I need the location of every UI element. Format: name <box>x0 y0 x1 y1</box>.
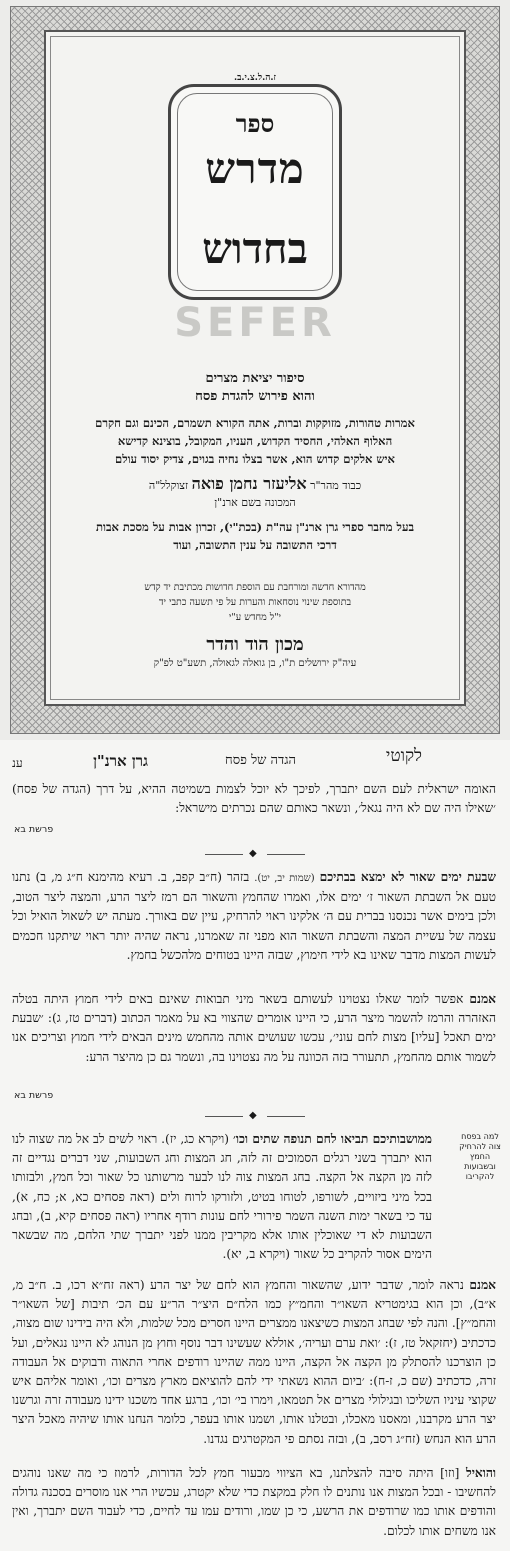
running-head-likkutei: לקוטי <box>385 746 422 766</box>
paragraph-3-text: אפשר לומר שאלו נצטוינו לעשותם בשאר מיני תבואות שאינם באים לידי חמוץ היתה בטלה האזהרה והרמז להשמר מיצר הרע, כי היינו אומרים שהצווי בא על מאמר הכתוב (דברים טז, ג): ׳שבעת ימים תאכל [עליו] מצות לחם עוני׳, עכשו שעושים אותה מהחמש מינים הבאים לידי חמוץ וצריכים אנו לשמור אותם מהחמץ, תתעורר בזה הכוונה על מה נצטוינו בה, ונשמר גם כן מהיצר הרע: <box>12 992 496 1064</box>
running-head-haggadah: הגדה של פסח <box>225 753 296 768</box>
works-line-2: דרכי התשובה על ענין התשובה, ועוד <box>173 538 337 552</box>
edition-line-3: י"ל מחדש ע"י <box>228 612 282 623</box>
author-prefix: כבוד מהר"ר <box>310 479 362 492</box>
subtitle-2: והוא פירוש להגדת פסח <box>195 389 315 404</box>
paragraph-1 <box>12 780 496 818</box>
title-sefer: ספר <box>235 109 275 138</box>
publisher-name: מכון הוד והדר <box>206 634 304 655</box>
subtitle-1: סיפור יציאת מצרים <box>205 371 305 386</box>
edition-line-2: בתוספת שינוי נוסחאות והערות על פי תשעה כתבי יד <box>158 597 352 608</box>
text-page <box>0 740 510 1551</box>
known-as: המכונה בשם ארנ"ן <box>214 496 296 509</box>
section-divider-2: ◆ <box>205 1110 305 1122</box>
praise-line-3: איש אלקים קדוש הוא, אשר בצלו נחיה בגוים, צדיק יסוד עולם <box>115 452 395 466</box>
praise-line-1: אמרות טהורות, מזוקקות וברות, אתה הקורא תשמרם, הכינם וגם חקרם <box>95 416 415 430</box>
page-number: ענ <box>12 756 23 770</box>
side-note: למה בפסח צוה להרחיק החמץ ובשבועות להקריבו <box>459 1132 501 1181</box>
paragraph-6-lead: והואיל <box>466 1466 497 1480</box>
edition-line-1: מהדורא חדשה ומורחבת עם הוספת חדושות מכתיבת יד קדש <box>144 582 366 593</box>
paragraph-3-lead: אמנם <box>469 992 497 1006</box>
paragraph-4-lead: ממושבותיכם תביאו לחם תנופה שתים וכו׳ <box>233 1132 433 1146</box>
paragraph-5-lead: אמנם <box>469 1278 496 1292</box>
book-title-line-2: בחדוש <box>202 224 308 273</box>
source-note-2: פרשת בא <box>14 1090 54 1101</box>
publication-place: עיה"ק ירושלים ת"ו, בן גואלה לגאולה, תשע"ט לפ"ק <box>153 658 357 669</box>
section-divider-1: ◆ <box>205 848 305 860</box>
title-cartouche <box>168 84 342 300</box>
paragraph-6-text: [וזו] היתה סיבה להצלתנו, בא הציווי מבעור חמץ לכל הדורות, לרמוז כי מה שאנו נוהגים להחשיבו - ובכל המצות אנו נותנים לו חלק במקצת כדי שלא יקטרג, עכשיו הרי אנו מוסרים בסכנה גדולה והודפים אותו כמו שרודפים את הרשע, כי כן שמו, ורודים עמו עד לחיים, כדי לעבוד השם יתברך, ואין אנו משחים אותו לכלום. <box>12 1466 496 1538</box>
paragraph-2-text: בזהר (ח״ב קפב, ב. רעיא מהימנא ח״ג מ, ב) נתנו טעם אל השבתת השאור ז׳ ימים אלו, ואמרו שהחמץ והשאור הם רמז ליצר הרע, והמצה ליצר הטוב, ולכן בימים אשר נכנסנו בברית עם ה׳ אלקינו ראוי להרחיק, עיין שם באורך. מעתה יש לשאול הואיל וכל עצמה של עשיית המצה והשבתת השאור הוא מפני זה שאמרנו, נראה שהיה יותר ראוי שיתקנו חכמים לעשות המצות מדבר שאינו בא לידי חימוץ, שבזה היינו בטוחים מלהכשל בחמץ. <box>12 870 496 962</box>
paragraph-5 <box>12 1276 496 1449</box>
abbrev-line-1: ז.ה.ל.צ.י.ב. <box>233 73 277 83</box>
paragraph-6 <box>12 1464 496 1541</box>
paragraph-2-ref: (שמות יב, יט). <box>254 873 315 884</box>
author-line <box>60 474 450 494</box>
praise-line-2: האלוף האלהי, החסיד הקדוש, העניו, המקובל, בוצינא קדישא <box>117 434 393 448</box>
paragraph-3 <box>12 990 496 1067</box>
paragraph-2-lead: שבעת ימים שאור לא ימצא בבתיכם <box>319 870 496 884</box>
running-head-garin: גרן ארנ"ן <box>93 752 148 770</box>
paragraph-5-text: נראה לומר, שדבר ידוע, שהשאור והחמץ הוא לחם של יצר הרע (ראה זח״א רכו, ב. ח״ב מ, א״ב), וכן הוא בגימטריא השאו״ר והחמ״ץ כמו הלח״ם היצ״ר הר״ע עם הכ׳ תיבות [של השאו״ר והחמ״ץ]. והנה לפי שבחג המצות כשיצאנו ממצרים היינו חסרים מכל שלמות, ולא היה בידינו שום מצוה, כדכתיב (יחזקאל טז, ז): ׳ואת ערם ועריה׳, אוללא שעשינו דבר נוסף וחוץ מן הנוהג לא היינו נגאלים, ועל כן הוצרכנו להסתלק מן הקצה אל הקצה, היינו ממה שהיינו רודפים אחרי התאוה ודבוקים אל העבודה זרה, כדכתיב (שם כ, ז-ח): ׳ביום ההוא נשאתי ידי להם להוציאם מארץ מצרים וכו׳, ואומר אליהם איש שקוצי עיניו השליכו ובגילולי מצרים אל תטמאו, וימרו בי׳ וכו׳, ברגע אחד משכנו ידינו מעבודה זרה וגרשנו יצר הרע מקרבנו, ומאסנו מאכלו, ובטלנו אותו, ושמנו אותו בעפר, כלומר הנחנו אותו שיהיה מאכל היצר הרע הוא הנחש (זח״ג רסב, ב), ובזה נסתם פי המקטרגים נגדנו. <box>12 1278 496 1446</box>
source-note-1: פרשת בא <box>14 824 54 835</box>
running-head <box>0 740 510 780</box>
paragraph-1-text: האומה ישראלית לעם השם יתברך, לפיכך לא יוכל לצמות בשמיטה ההיא, על דרך (הגדה של פסח) ׳שאילו היה שם לא היה נגאל׳, ונשאר כאותם שהם נכרתים מישראל: <box>12 782 496 816</box>
author-suffix: זצוקלל"ה <box>148 479 189 492</box>
paragraph-4 <box>12 1130 432 1264</box>
works-line-1: בעל מחבר ספרי גרן ארנ"ן עה"ת (בכת"י), זכרון אבות על מסכת אבות <box>95 520 414 534</box>
paragraph-4-text: (ויקרא כג, יז). ראוי לשים לב אל מה שצוה לנו הוא יתברך בשני רגלים הסמוכים זה לזה, חג המצות וחג השבועות, שני דברים נגדיים זה לזה מן הקצה אל הקצה. בחג המצות צוה לנו לבער מרשותנו כל שאור וכל חמץ, ולבזותו בכל מיני ביזויים, לשורפו, לטוחו בטיט, ולזורקו לרוח ולים (ראה פסחים כא, א; כח, א), עד כי בשאר ימות השנה השמר פירורי לחם עונות רודף אחריו (ראה פסחים קיא, ב), ובחג השבועות לא די שאוכלין אותו אלא מקריבין ממנו לפני יתברך שתי הלחם, מה שבשאר הימים אסור להקריב כל שאור (ויקרא ב, יא). <box>12 1132 432 1262</box>
title-page <box>0 0 510 740</box>
paragraph-2 <box>12 868 496 965</box>
watermark-logo: SEFER <box>174 300 336 346</box>
author-name: אליעזר נחמן פואה <box>191 474 307 493</box>
book-title-line-1: מדרש <box>205 144 305 193</box>
